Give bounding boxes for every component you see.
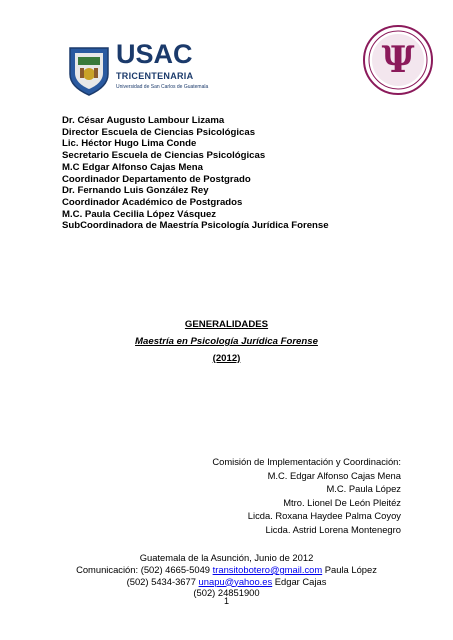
authority-line: Dr. César Augusto Lambour Lizama [62,115,225,126]
document-heading: GENERALIDADES [184,319,269,330]
contact-line-2-prefix: (502) 5434-3677 [126,575,199,587]
authority-line: Dr. Fernando Luis González Rey [62,185,209,197]
commission-member: M.C. Edgar Alfonso Cajas Mena [267,469,401,481]
commission-member: M.C. Paula López [326,483,401,494]
commission-member: Licda. Astrid Lorena Montenegro [265,523,401,535]
email-link-unapu[interactable]: unapu@yahoo.es [198,575,273,587]
authority-line: Lic. Héctor Hugo Lima Conde [62,138,197,150]
page-number: 1 [223,596,229,606]
email-link-transitobotero[interactable]: transitobotero@gmail.com [212,563,323,575]
contact-line-3: (502) 24851900 [193,587,260,599]
svg-text:Ψ: Ψ [381,39,415,81]
contact-line-1-prefix: Comunicación: (502) 4665-5049 [76,563,213,575]
commission-heading: Comisión de Implementación y Coordinación: [212,456,401,467]
authority-line: Secretario Escuela de Ciencias Psicológicas [62,150,266,162]
usac-wordmark: USAC [116,39,193,69]
usac-tagline: Universidad de San Carlos de Guatemala [116,84,209,90]
contact-line-1-suffix: Paula López [322,563,377,575]
commission-block [212,455,401,536]
psychology-psi-logo-icon [362,24,434,96]
authority-line: M.C. Paula Cecilia López Vásquez [62,208,217,220]
authorities-list [62,115,329,232]
contact-line-2-suffix: Edgar Cajas [272,575,327,587]
commission-member: Mtro. Lionel De León Pleitéz [283,496,401,508]
program-name: Maestría en Psicología Jurídica Forense [135,336,318,347]
contact-footer [0,552,453,599]
usac-seal-icon [66,44,112,96]
place-date: Guatemala de la Asunción, Junio de 2012 [139,552,314,563]
commission-member: Licda. Roxana Haydee Palma Coyoy [247,510,401,521]
program-year: (2012) [212,353,241,364]
authority-line: Coordinador Académico de Postgrados [62,196,243,208]
contact-line-1 [0,564,453,576]
authority-line: M.C Edgar Alfonso Cajas Mena [62,161,203,173]
authority-line: SubCoordinadora de Maestría Psicología Jurídica Forense [62,220,329,232]
authority-line: Director Escuela de Ciencias Psicológicas [62,126,256,138]
authority-line: Coordinador Departamento de Postgrado [62,173,251,185]
usac-subtitle: TRICENTENARIA [116,71,194,81]
contact-line-2 [0,576,453,588]
